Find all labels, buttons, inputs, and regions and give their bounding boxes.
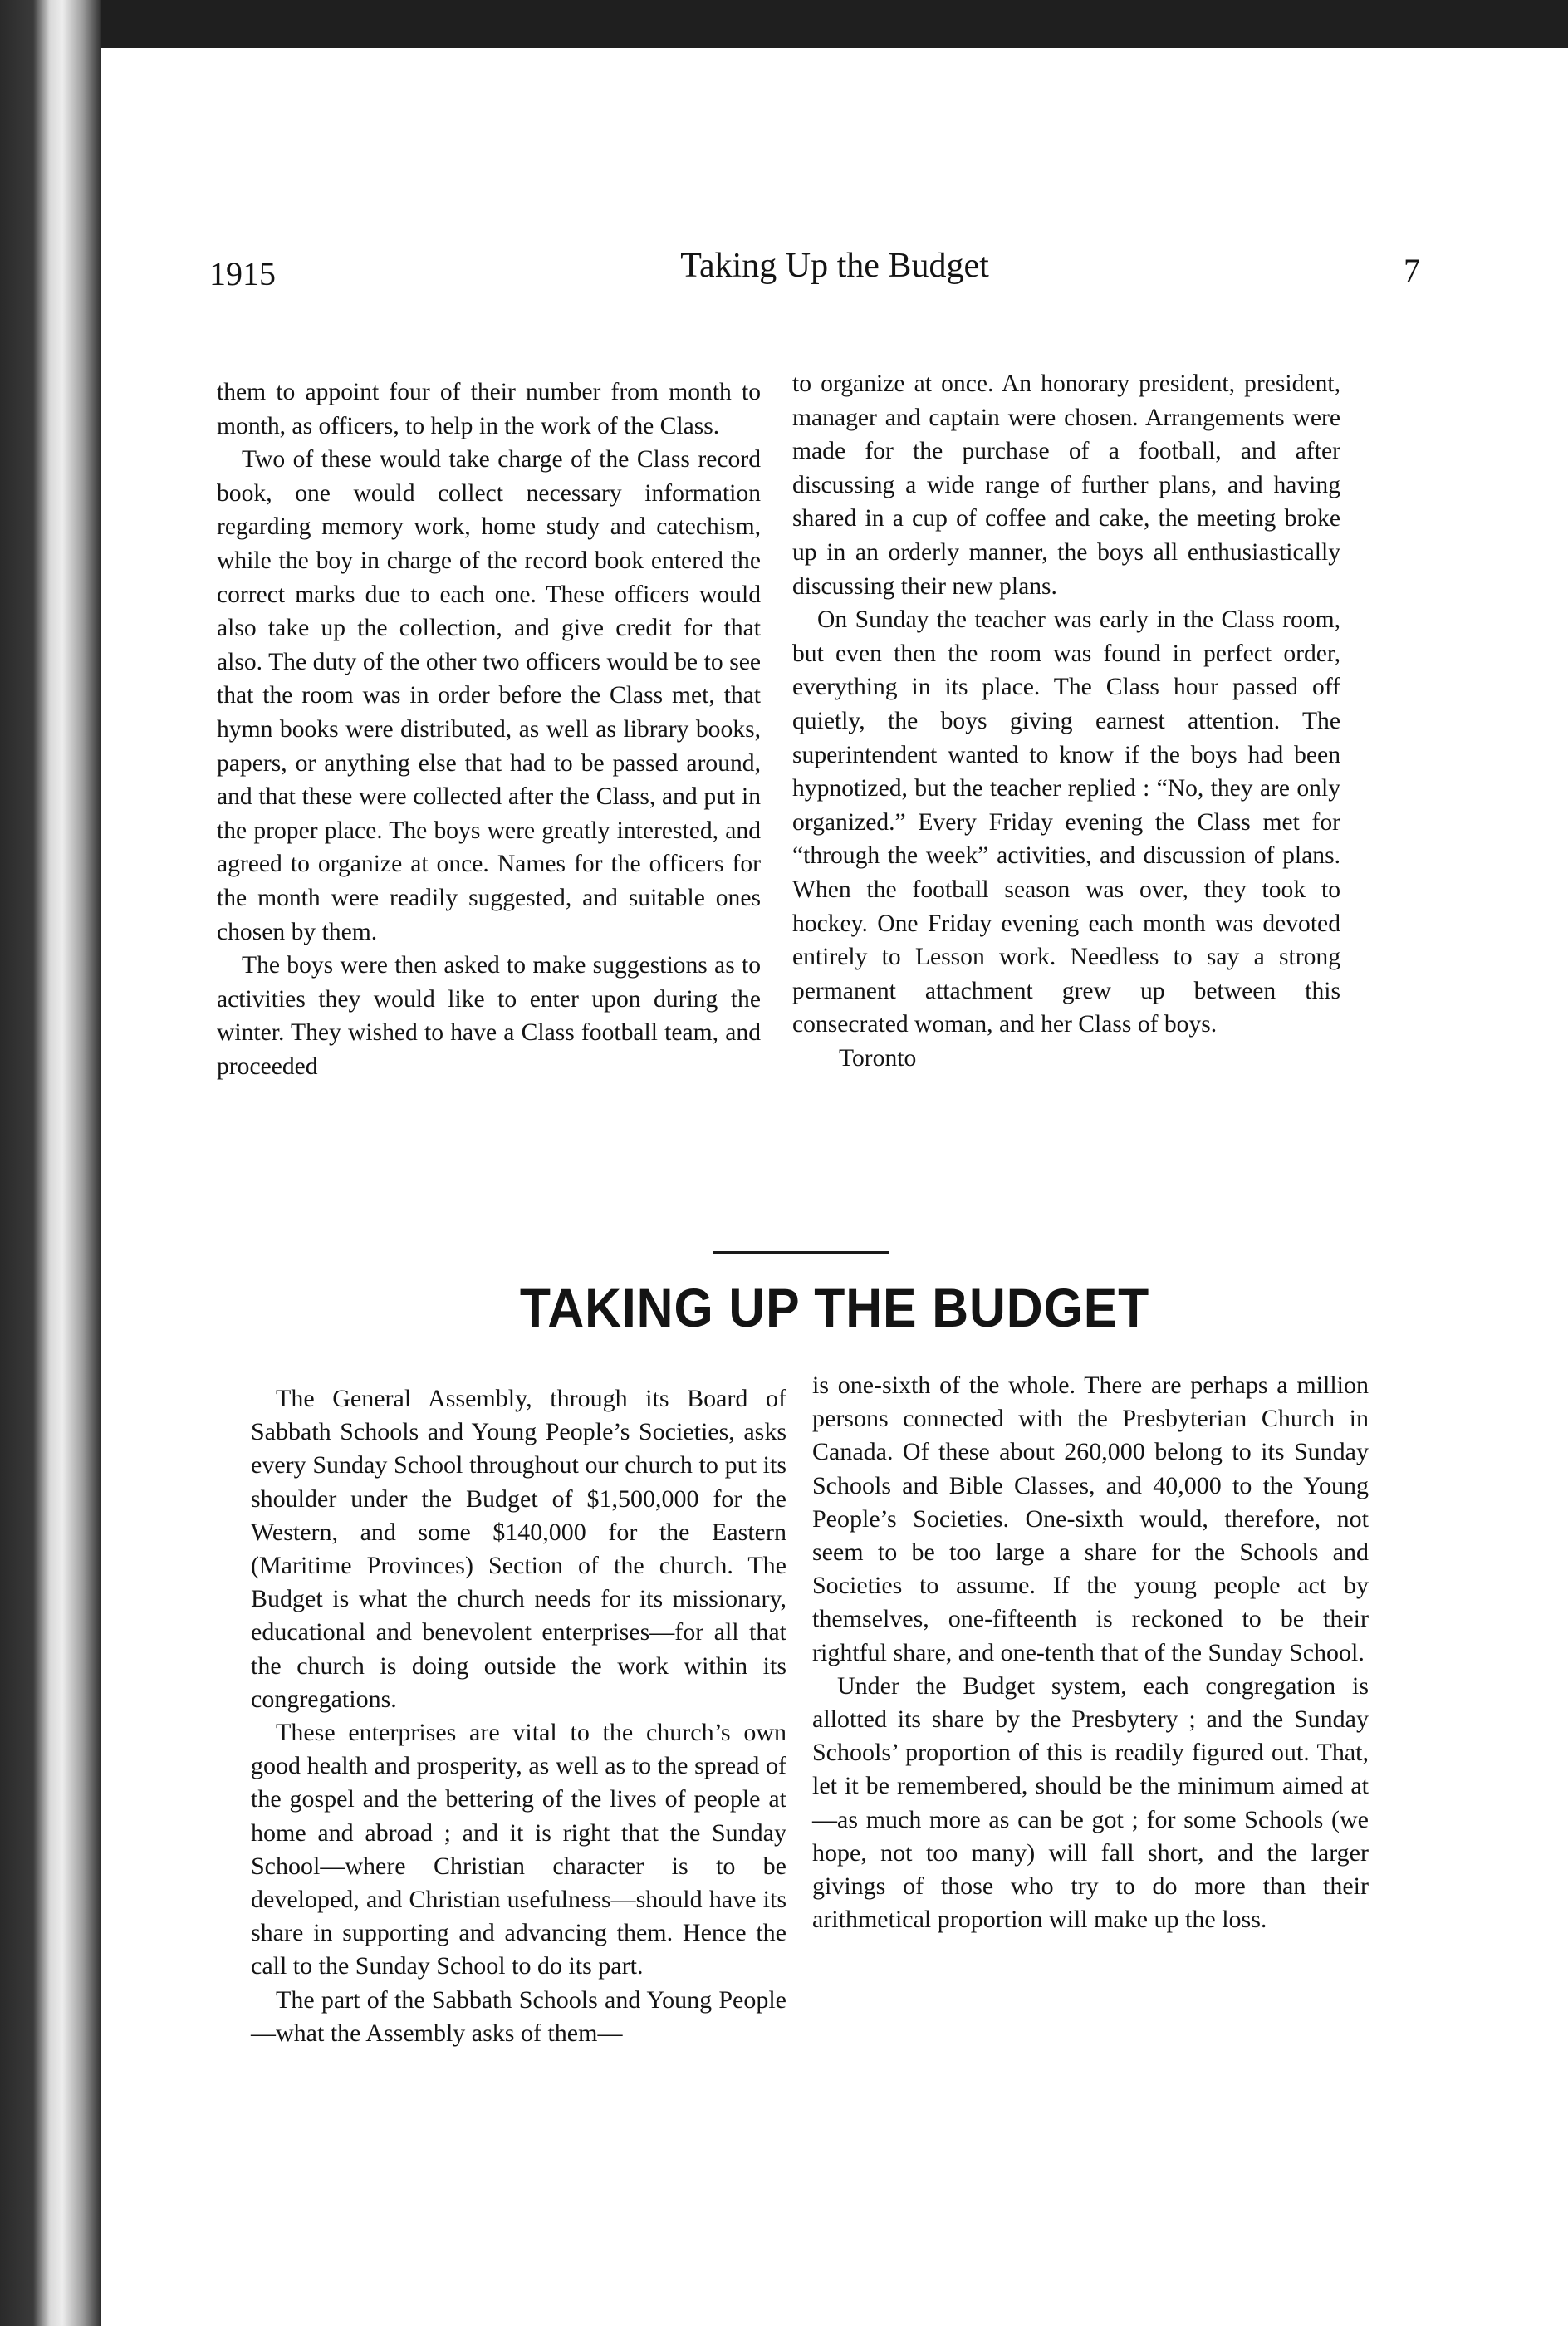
section-divider — [713, 1251, 889, 1254]
paragraph: On Sunday the teacher was early in the Class room, but even then the room was found in perfect order, everything in its place. The Class hour passed off quietly, the boys giving earnest attention. The superintendent wanted to know if the boys had been hypnotized, but the teacher replied : “No, they are only organized.” Every Friday evening the Class met for “through the week” activities, and discussion of plans. When the football season was over, they took to hockey. One Friday evening each month was devoted entirely to Lesson work. Needless to say a strong permanent attachment grew up between this consecrated woman, and her Class of boys. — [792, 606, 1340, 1038]
header-year: 1915 — [209, 255, 276, 292]
paragraph: The boys were then asked to make suggestions as to activities they would like to enter upon during the winter. They wished to have a Class football team, and proceeded — [217, 952, 761, 1080]
top-left-column — [217, 375, 761, 1083]
paragraph: Under the Budget system, each congregation is allotted its share by the Presbytery ; and the Sunday Schools’ proportion of this is readily figured out. That, let it be remembered, should be the minimum aimed at —as much more as can be got ; for some Schools (we hope, not too many) will fall short, and the larger givings of those who try to do more than their arithmetical proportion will make up the loss. — [812, 1671, 1369, 1934]
paragraph: is one-sixth of the whole. There are perhaps a million persons connected with the Presbyterian Church in Canada. Of these about 260,000 belong to its Sunday Schools and Bible Classes, and 40,000 to the Young People’s Societies. One-sixth would, therefore, not seem to be too large a share for the Schools and Societies to assume. If the young people act by themselves, one-fifteenth is reckoned to be their rightful share, and one-tenth that of the Sunday School. — [812, 1372, 1369, 1666]
paragraph: Two of these would take charge of the Class record book, one would collect necessary information regarding memory work, home study and catechism, while the boy in charge of the record book entered the correct marks due to each one. These officers would also take up the collection, and give credit for that also. The duty of the other two officers would be to see that the room was in order before the Class met, that hymn books were distributed, as well as library books, papers, or anything else that had to be passed around, and that these were collected after the Class, and put in the proper place. The boys were greatly interested, and agreed to organize at once. Names for the officers for the month were readily suggested, and suitable ones chosen by them. — [217, 446, 761, 945]
place-signature: Toronto — [839, 1044, 917, 1072]
book-page — [101, 48, 1568, 2326]
book-gutter — [0, 0, 101, 2326]
paragraph: The General Assembly, through its Board of Sabbath Schools and Young People’s Societies, asks every Sunday School throughout our church to put its shoulder under the Budget of $1,500,000 for the Western, and some $140,000 for the Eastern (Maritime Provinces) Section of the church. The Budget is what the church needs for its missionary, educational and benevolent enterprises—for all that the church is doing outside the work within its congregations. — [251, 1385, 786, 1713]
paragraph: to organize at once. An honorary president, president, manager and captain were chosen. Arrangements were made for the purchase of a football, and after discussing a wide range of further plans, and having shared in a cup of coffee and cake, the meeting broke up in an orderly manner, the boys all enthusiastically discussing their new plans. — [792, 370, 1340, 600]
running-title: Taking Up the Budget — [680, 247, 989, 285]
paragraph: them to appoint four of their number from month to month, as officers, to help in the work of the Class. — [217, 379, 761, 439]
paragraph: These enterprises are vital to the church’s own good health and prosperity, as well as to the spread of the gospel and the bettering of the lives of people at home and abroad ; and it is right that the Sunday School—where Christian character is to be developed, and Christian usefulness—should have its share in supporting and advancing them. Hence the call to the Sunday School to do its part. — [251, 1719, 786, 1980]
page-header — [101, 246, 1568, 312]
bottom-right-column — [812, 1369, 1369, 1936]
page-number: 7 — [1404, 252, 1420, 289]
top-right-column — [792, 367, 1340, 1075]
bottom-left-column — [251, 1382, 786, 2050]
article-title: TAKING UP THE BUDGET — [519, 1277, 1150, 1338]
paragraph: The part of the Sabbath Schools and Young People—what the Assembly asks of them— — [251, 1985, 786, 2047]
